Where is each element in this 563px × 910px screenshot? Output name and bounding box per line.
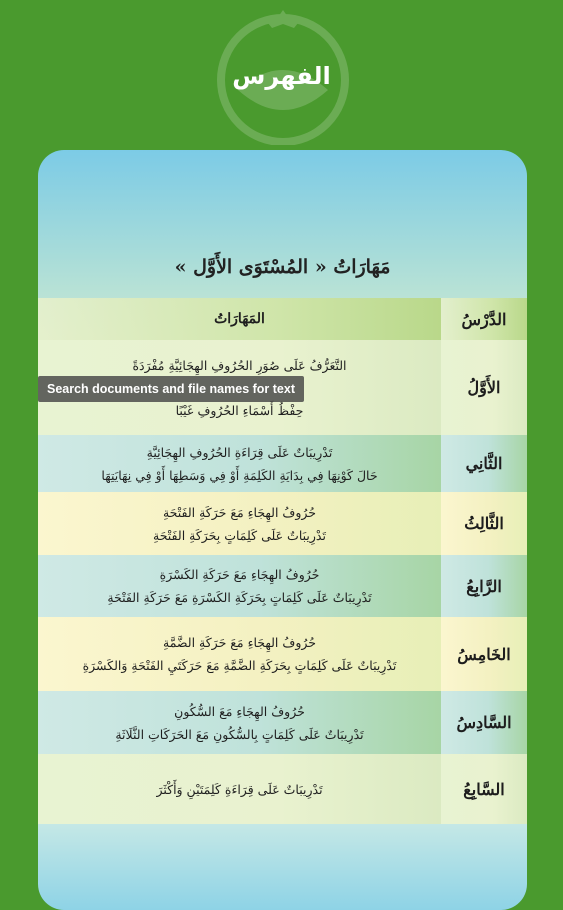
lesson-label: الخَامِسُ	[441, 617, 527, 691]
skill-line: حُرُوفُ الهِجَاءِ مَعَ حَرَكَةِ الضَّمَّةِ	[163, 635, 316, 650]
toc-row[interactable]	[38, 555, 527, 617]
search-tooltip: Search documents and file names for text	[38, 376, 304, 402]
toc-header-row	[38, 298, 527, 340]
lesson-label: الثَّالِثُ	[441, 492, 527, 555]
skill-line: حِفْظُ أَسْمَاءِ الحُرُوفِ غَيْبًا	[175, 402, 304, 418]
lesson-label: الثَّانِي	[441, 435, 527, 492]
lesson-label: الرَّابِعُ	[441, 555, 527, 617]
skill-line: حُرُوفُ الهِجَاءِ مَعَ حَرَكَةِ الفَتْحَةِ	[162, 504, 317, 520]
lesson-label: السَّادِسُ	[441, 691, 527, 754]
lesson-column-header: الدَّرْسُ	[441, 298, 527, 340]
skill-line: تَدْرِيبَاتٌ عَلَى قِرَاءَةِ الحُرُوفِ الهِجَائِيَّةِ	[146, 444, 333, 460]
skill-line: التَّعَرُّفُ عَلَى صُوَرِ الحُرُوفِ الهِجَائِيَّةِ مُفْرَدَةً	[132, 357, 347, 373]
skill-line: تَدْرِيبَاتٌ عَلَى قِرَاءَةِ كَلِمَتَيْنِ وَأَكْثَرَ	[156, 781, 323, 797]
lesson-label: السَّابِعُ	[441, 754, 527, 824]
skill-line: تَدْرِيبَاتٌ عَلَى كَلِمَاتٍ بِحَرَكَةِ الفَتْحَةِ	[153, 527, 326, 543]
skill-line: تَدْرِيبَاتٌ عَلَى كَلِمَاتٍ بِحَرَكَةِ الكَسْرَةِ مَعَ حَرَكَةِ الفَتْحَةِ	[107, 590, 372, 605]
toc-card	[38, 150, 527, 910]
skill-line: حُرُوفُ الهِجَاءِ مَعَ حَرَكَةِ الكَسْرَةِ	[159, 567, 320, 582]
level-title: مَهَارَاتُ « المُسْتَوَى الأَوَّل »	[174, 256, 391, 278]
toc-row[interactable]	[38, 691, 527, 754]
toc-row[interactable]	[38, 435, 527, 492]
lesson-label: الأَوَّلُ	[441, 340, 527, 435]
toc-row[interactable]	[38, 754, 527, 824]
skill-line: تَدْرِيبَاتٌ عَلَى كَلِمَاتٍ بِالسُّكُونِ مَعَ الحَرَكَاتِ الثَّلَاثَةِ	[115, 726, 364, 742]
skill-line: حَالَ كَوْنِهَا فِي بِدَايَةِ الكَلِمَةِ أَوْ فِي وَسَطِهَا أَوْ فِي نِهَايَتِهَا	[101, 467, 378, 483]
toc-row[interactable]	[38, 492, 527, 555]
toc-row[interactable]	[38, 617, 527, 691]
page-title: الفهرس	[232, 62, 331, 90]
skills-column-header: المَهَارَاتُ	[214, 311, 265, 327]
skill-line: تَدْرِيبَاتٌ عَلَى كَلِمَاتٍ بِحَرَكَةِ الضَّمَّةِ مَعَ حَرَكَتَيِ الفَتْحَةِ وَالكَسْرَةِ	[82, 658, 397, 673]
skill-line: حُرُوفُ الهِجَاءِ مَعَ السُّكُونِ	[174, 703, 305, 719]
